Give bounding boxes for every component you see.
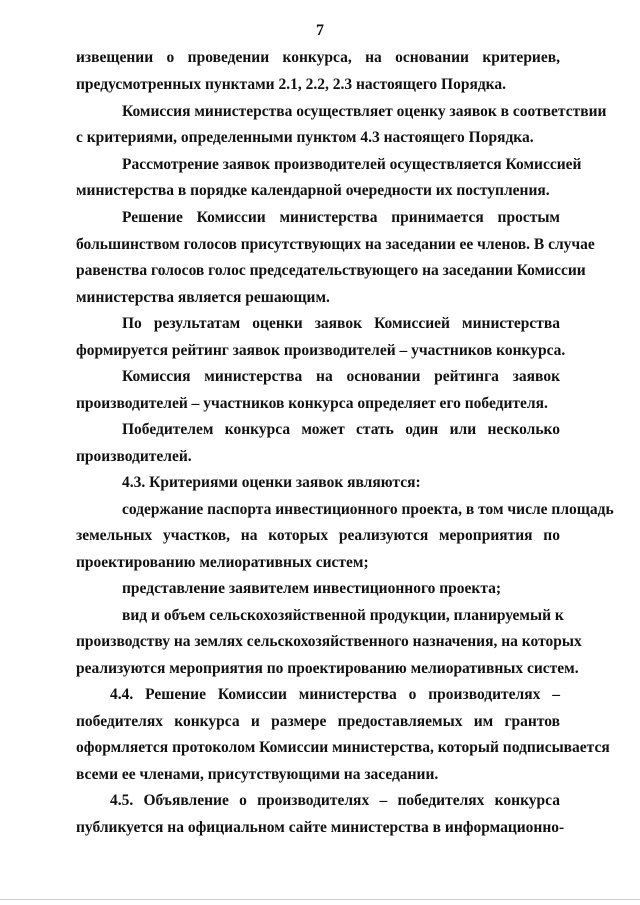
- section-4-5-line: 4.5. Объявление о производителях – победителях конкурса: [110, 792, 560, 809]
- text-line: земельных участков, на которых реализуются мероприятия по: [76, 527, 560, 544]
- text-line: Комиссия министерства на основании рейтинга заявок: [122, 368, 560, 385]
- text-line: извещении о проведении конкурса, на основании критериев,: [76, 49, 560, 66]
- text-line: реализуются мероприятия по проектированию мелиоративных систем.: [76, 660, 579, 677]
- text-line: министерства в порядке календарной очередности их поступления.: [76, 182, 550, 199]
- section-heading: 4.3. Критериями оценки заявок являются:: [122, 474, 421, 491]
- text-line: представление заявителем инвестиционного проекта;: [122, 580, 502, 597]
- text-line: содержание паспорта инвестиционного проекта, в том числе площадь: [122, 501, 614, 518]
- page-bottom-edge: [0, 899, 640, 900]
- text-line: Комиссия министерства осуществляет оценку заявок в соответствии: [122, 103, 607, 120]
- text-line: формируется рейтинг заявок производителей – участников конкурса.: [76, 342, 566, 359]
- text-line: производству на землях сельскохозяйственного назначения, на которых: [76, 633, 582, 650]
- text-line: предусмотренных пунктами 2.1, 2.2, 2.3 настоящего Порядка.: [76, 76, 506, 93]
- text-line: публикуется на официальном сайте министерства в информационно-: [76, 819, 565, 836]
- page-number: 7: [316, 22, 324, 39]
- text-line: производителей – участников конкурса определяет его победителя.: [76, 395, 548, 412]
- text-line: Победителем конкурса может стать один или несколько: [122, 421, 560, 438]
- text-line: Рассмотрение заявок производителей осуществляется Комиссией: [122, 156, 582, 173]
- text-line: министерства является решающим.: [76, 289, 330, 306]
- text-line: с критериями, определенными пунктом 4.3 настоящего Порядка.: [76, 129, 534, 146]
- text-line: всеми ее членами, присутствующими на заседании.: [76, 766, 439, 783]
- text-line: равенства голосов голос председательствующего на заседании Комиссии: [76, 262, 586, 279]
- text-line: производителей.: [76, 448, 192, 465]
- text-line: победителях конкурса и размере предоставляемых им грантов: [76, 713, 560, 730]
- text-line: вид и объем сельскохозяйственной продукции, планируемый к: [122, 607, 564, 624]
- section-4-4-line: 4.4. Решение Комиссии министерства о производителях –: [110, 686, 560, 703]
- text-line: Решение Комиссии министерства принимается простым: [122, 209, 560, 226]
- text-line: большинством голосов присутствующих на заседании ее членов. В случае: [76, 236, 595, 253]
- text-line: оформляется протоколом Комиссии министерства, который подписывается: [76, 739, 610, 756]
- text-line: проектированию мелиоративных систем;: [76, 554, 369, 571]
- text-line: По результатам оценки заявок Комиссией министерства: [122, 315, 560, 332]
